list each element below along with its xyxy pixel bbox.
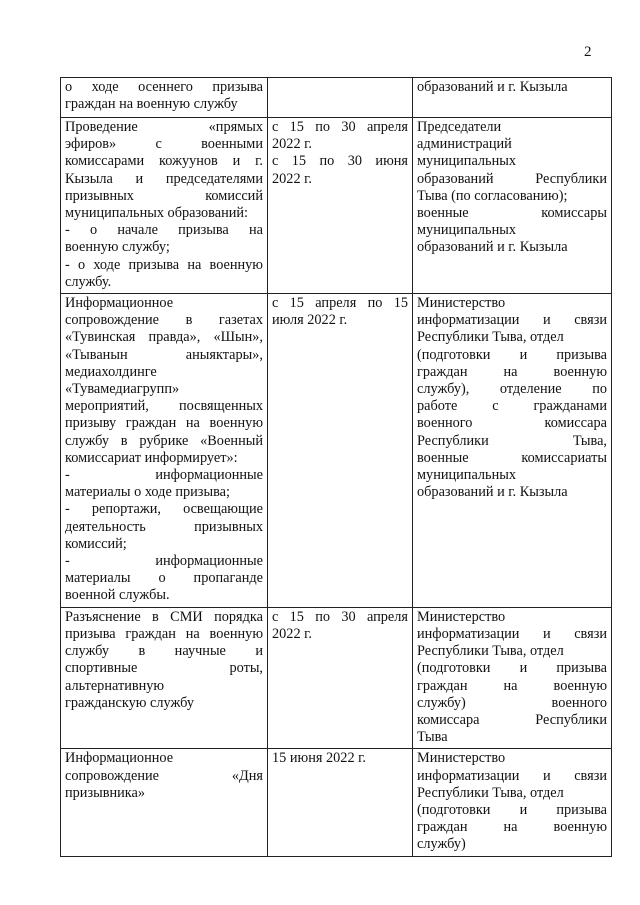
cell-line: муниципальных — [417, 467, 516, 484]
cell-line: муниципальных — [417, 222, 516, 239]
cell-line: - о ходе призыва на военную — [65, 256, 263, 273]
cell-line: Проведение «прямых — [65, 119, 263, 135]
cell-line: Информационное — [65, 295, 174, 312]
cell-line: комиссара Республики — [417, 711, 607, 728]
cell-line: службу) военного — [417, 694, 607, 711]
cell-line: комиссариат информирует»: — [65, 449, 238, 466]
cell-line: (подготовки и призыва — [417, 346, 607, 363]
cell-line: с 15 по 30 апреля — [272, 608, 408, 625]
cell-line: Республики Тыва, — [417, 432, 607, 449]
cell-line: образований и г. Кызыла — [417, 239, 568, 256]
event-cell — [61, 118, 268, 294]
cell-line: Разъяснение в СМИ порядка — [65, 608, 263, 625]
cell-line: Республики Тыва, отдел — [417, 329, 564, 346]
cell-line: Информационное — [65, 750, 174, 767]
cell-line: информатизации и связи — [417, 767, 607, 784]
cell-line: администраций — [417, 136, 512, 153]
cell-line: эфиров» с военными — [65, 136, 263, 153]
dates-cell — [268, 118, 413, 294]
responsible-cell — [413, 294, 612, 608]
cell-line: - о начале призыва на — [65, 222, 263, 239]
dates-cell — [268, 607, 413, 749]
cell-line: 2022 г. — [272, 136, 312, 153]
cell-line: образований и г. Кызыла — [417, 484, 568, 501]
cell-line: «Тыванын аныяктары», — [65, 346, 263, 363]
row-live-broadcasts — [61, 118, 612, 294]
cell-line: о ходе осеннего призыва — [65, 79, 263, 95]
row-conscript-day — [61, 749, 612, 856]
cell-line: гражданскую службу — [65, 694, 195, 711]
cell-line: 2022 г. — [272, 170, 312, 187]
cell-line: комиссарами кожуунов и г. — [65, 153, 263, 170]
cell-line: мероприятий, посвященных — [65, 398, 263, 415]
cell-line: Тыва — [417, 729, 448, 746]
event-cell — [61, 607, 268, 749]
cell-line: деятельность призывных — [65, 518, 263, 535]
cell-line: комиссий; — [65, 535, 127, 552]
dates-cell — [268, 78, 413, 118]
cell-line: службу), отделение по — [417, 381, 607, 398]
cell-line: Республики Тыва, отдел — [417, 643, 564, 660]
dates-cell — [268, 294, 413, 608]
cell-line: (подготовки и призыва — [417, 660, 607, 677]
cell-line: призывных комиссий — [65, 187, 263, 204]
cell-line: военные комиссариаты — [417, 449, 607, 466]
responsible-cell — [413, 78, 612, 118]
cell-line: - информационные — [65, 467, 263, 484]
cell-line: «Тувинская правда», «Шын», — [65, 329, 263, 346]
cell-line: 15 июня 2022 г. — [272, 750, 366, 767]
cell-line: Министерство — [417, 608, 506, 625]
cell-line: 2022 г. — [272, 625, 312, 642]
cell-line: с 15 по 30 июня — [272, 153, 408, 170]
cell-line: военные комиссары — [417, 205, 607, 222]
responsible-cell — [413, 118, 612, 294]
cell-line: призыву граждан на военную — [65, 415, 263, 432]
cell-line: материалы о ходе призыва; — [65, 484, 230, 501]
events-table — [60, 77, 612, 857]
cell-line: образований Республики — [417, 170, 607, 187]
cell-line: работе с гражданами — [417, 398, 607, 415]
cell-line: с 15 по 30 апреля — [272, 119, 408, 135]
cell-line: - информационные — [65, 553, 263, 570]
dates-cell — [268, 749, 413, 856]
cell-line: «Тувамедиагрупп» — [65, 381, 180, 398]
cell-line: июля 2022 г. — [272, 312, 348, 329]
cell-line: муниципальных образований: — [65, 205, 249, 222]
cell-line: спортивные роты, — [65, 660, 263, 677]
cell-line: службу) — [417, 836, 466, 853]
cell-line: военного комиссара — [417, 415, 607, 432]
cell-line: образований и г. Кызыла — [417, 79, 568, 95]
cell-line: службу в рубрике «Военный — [65, 432, 263, 449]
page-number: 2 — [584, 44, 592, 60]
cell-line: военную службу; — [65, 239, 170, 256]
cell-line: службу в научные и — [65, 643, 263, 660]
row-media-explanation — [61, 607, 612, 749]
cell-line: Тыва (по согласованию); — [417, 187, 568, 204]
cell-line: граждан на военную — [417, 363, 607, 380]
cell-line: граждан на военную службу — [65, 96, 238, 113]
cell-line: (подготовки и призыва — [417, 801, 607, 818]
cell-line: граждан на военную — [417, 677, 607, 694]
cell-line: призыва граждан на военную — [65, 625, 263, 642]
cell-line: Кызыла и председателями — [65, 170, 263, 187]
cell-line: муниципальных — [417, 153, 516, 170]
cell-line: Председатели — [417, 119, 502, 135]
cell-line: призывника» — [65, 784, 145, 801]
cell-line: Республики Тыва, отдел — [417, 784, 564, 801]
cell-line: - репортажи, освещающие — [65, 501, 263, 518]
cell-line: материалы о пропаганде — [65, 570, 263, 587]
responsible-cell — [413, 607, 612, 749]
row-autumn-draft — [61, 78, 612, 118]
cell-line: альтернативную — [65, 677, 165, 694]
cell-line: Министерство — [417, 750, 506, 767]
cell-line: сопровождение в газетах — [65, 312, 263, 329]
event-cell — [61, 78, 268, 118]
cell-line: граждан на военную — [417, 819, 607, 836]
responsible-cell — [413, 749, 612, 856]
cell-line: сопровождение «Дня — [65, 767, 263, 784]
event-cell — [61, 294, 268, 608]
row-newspaper-coverage — [61, 294, 612, 608]
cell-line: медиахолдинге — [65, 363, 157, 380]
cell-line: службу. — [65, 273, 112, 290]
cell-line: военной службы. — [65, 587, 170, 604]
cell-line: Министерство — [417, 295, 506, 312]
cell-line: информатизации и связи — [417, 312, 607, 329]
event-cell — [61, 749, 268, 856]
cell-line: информатизации и связи — [417, 625, 607, 642]
cell-line: с 15 апреля по 15 — [272, 295, 408, 312]
